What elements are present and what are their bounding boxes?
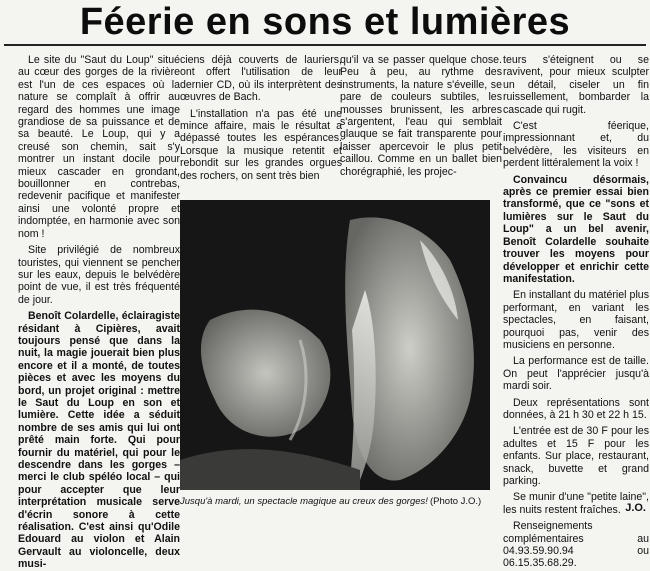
paragraph: Se munir d'une "petite laine", les nuits restent fraîches. — [503, 491, 649, 516]
author-signature: J.O. — [625, 502, 646, 514]
column-4 — [503, 54, 649, 570]
paragraph: En installant du matériel plus performant, en variant les spectacles, en faisant, pourquoi pas, venir des musiciens en personne. — [503, 289, 649, 351]
column-3 — [340, 54, 502, 200]
paragraph: C'est féerique, impressionnant et, du belvédère, les visiteurs en perdent littéralement la voix ! — [503, 120, 649, 170]
caption-text: Jusqu'à mardi, un spectacle magique au creux des gorges! — [180, 496, 428, 507]
headline-rule — [4, 44, 646, 46]
paragraph: Benoît Colardelle, éclairagiste résidant à Cipières, avait toujours pensé que dans la nuit, la magie jouerait bien plus encore et il a monté, de toutes pièces et avec les moyens du bord, un projet original : mettre le Saut du Loup en son et lumière. Cette idée a séduit nombre de ses amis qui lui ont prêté main forte. Qui pour fournir du matériel, qui pour le descendre dans les gorges – merci le club spéléo local – qui pour accepter que leur interprétation musicale serve d'écrin sonore à cette réalisation. C'est ainsi qu'Odile Edouard au violon et Alain Gervault au violoncelle, deux musi- — [18, 310, 180, 571]
paragraph: teurs s'éteignent ou se ravivent, pour mieux sculpter un détail, ciseler un fin ruissellement, bombarder la cascade qui rugit. — [503, 54, 649, 116]
headline: Féerie en sons et lumières — [79, 1, 571, 43]
paragraph: ciens déjà couverts de lauriers, ont offert l'utilisation de leur dernier CD, où ils interprètent des œuvres de Bach. — [180, 54, 342, 104]
article-photo — [180, 200, 490, 490]
paragraph: Deux représentations sont données, à 21 h 30 et 22 h 15. — [503, 396, 649, 421]
paragraph: L'installation n'a pas été une mince affaire, mais le résultat a dépassé toutes les espérances. Lorsque la musique retentit et rebondit sur les grandes orgues des rochers, on sent très bien — [180, 107, 342, 182]
paragraph: Le site du "Saut du Loup" situé au cœur des gorges de la rivière est l'un de ces espaces où la nature se complaît à offrir au regard des hommes une image grandiose de sa puissance et de sa beauté. Le Loup, qui y a creusé son chemin, sait s'y montrer un instant docile pour mieux cascader en grondant, bouillonner en contrebas, redevenir pacifique et manifester ainsi une volonté propre et indomptée, en harmonie avec son nom ! — [18, 54, 180, 240]
paragraph: Convaincu désormais, après ce premier essai bien transformé, que ce "sons et lumières sur le Saut du Loup" a un bel avenir, Benoît Colardelle souhaite trouver les moyens pour développer et enrichir cette manifestation. — [503, 173, 649, 285]
waterfall-photo — [180, 200, 490, 490]
paragraph: Renseignements complémentaires au 04.93.59.90.94 ou 06.15.35.68.29. — [503, 520, 649, 570]
photo-credit: (Photo J.O.) — [430, 496, 482, 507]
paragraph: Site privilégié de nombreux touristes, qui viennent se pencher sur les eaux, depuis le belvédère point de vue, il est très fréquenté de jour. — [18, 244, 180, 306]
paragraph: La performance est de taille. On peut l'apprécier jusqu'à mardi soir. — [503, 355, 649, 393]
paragraph: qu'il va se passer quelque chose. Peu à peu, au rythme des instruments, la nature s'éveille, se pare de couleurs subtiles, les mousses brunissent, les arbres s'argentent, l'eau qui semblait glauque se fait transparente pour laisser apercevoir le plus petit caillou. Comme en un ballet bien chorégraphié, les projec- — [340, 54, 502, 178]
column-2 — [180, 54, 342, 200]
column-1 — [18, 54, 180, 571]
paragraph: L'entrée est de 30 F pour les adultes et 15 F pour les enfants. Sur place, restaurant, snack, buvette et grand parking. — [503, 425, 649, 487]
